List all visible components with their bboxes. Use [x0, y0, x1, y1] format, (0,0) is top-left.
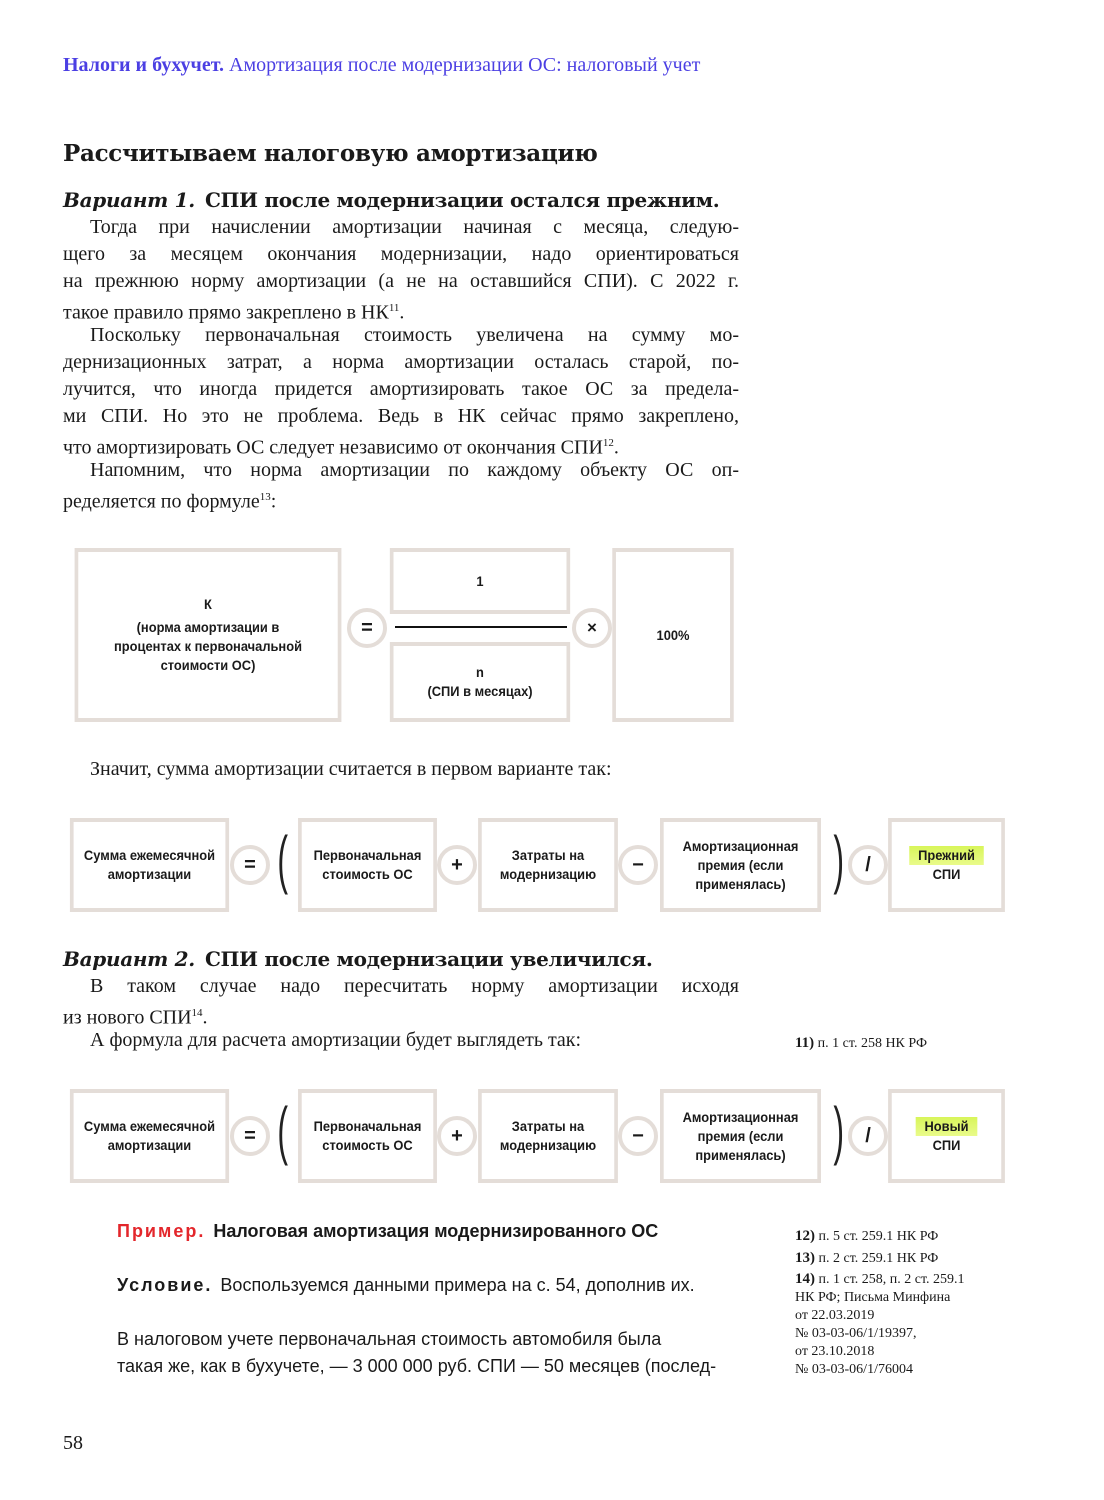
amortization-formula-1 [0, 818, 1104, 912]
example-condition [117, 1272, 695, 1299]
page-number: 58 [63, 1432, 83, 1454]
n-symbol: n [476, 664, 484, 680]
equals-sign: = [230, 845, 270, 885]
text-line: что амортизировать ОС следует независимо от окончания СПИ$^{12}$. [63, 436, 619, 459]
variant2-title: СПИ после модернизации увеличился. [204, 947, 653, 971]
text-line: такое правило прямо закреплено в НК$^{11}$. [63, 301, 405, 324]
variant2-heading [63, 947, 653, 971]
k-description: (норма амортизации в процентах к первоначальной стоимости ОС) [114, 619, 302, 673]
numerator-box: 1 [390, 548, 570, 614]
equals-sign: = [230, 1116, 270, 1156]
text-line: В таком случае надо пересчитать норму амортизации исходя [90, 975, 739, 997]
text-line: из нового СПИ$^{14}$. [63, 1006, 208, 1029]
k-symbol: К [204, 596, 212, 612]
fn-num: 13) [795, 1250, 815, 1266]
footnote-13 [795, 1249, 938, 1268]
fn-text: п. 2 ст. 259.1 НК РФ [818, 1251, 939, 1266]
example-title: Налоговая амортизация модернизированного ОС [213, 1221, 659, 1241]
formula-k-box [75, 548, 342, 722]
fn-num: 11) [795, 1035, 815, 1051]
fn-text: п. 1 ст. 258 НК РФ [817, 1036, 927, 1051]
spi-box [888, 1089, 1005, 1183]
variant1-heading [63, 188, 719, 212]
footnote-11 [795, 1034, 927, 1053]
modernization-costs-box: Затраты на модернизацию [478, 1089, 618, 1183]
condition-text: Воспользуемся данными примера на с. 54, дополнив их. [220, 1275, 695, 1295]
open-paren: ( [277, 1094, 288, 1166]
fraction-line [395, 626, 567, 628]
header-section: Налоги и бухучет. [63, 54, 225, 76]
footnote-ref[interactable]: 12 [602, 437, 614, 449]
text: такое правило прямо закреплено в НК [63, 301, 389, 324]
bonus-box: Амортизационная премия (если применялась) [660, 818, 821, 912]
fn-num: 14) [795, 1271, 815, 1287]
text-line: щего за месяцем окончания модернизации, надо ориентироваться [63, 243, 739, 265]
close-paren: ) [833, 823, 844, 895]
text-line: ми СПИ. Но это не проблема. Ведь в НК сейчас прямо закреплено, [63, 405, 739, 427]
text: что амортизировать ОС следует независимо от окончания СПИ [63, 436, 603, 459]
initial-cost-box: Первоначальная стоимость ОС [298, 818, 437, 912]
times-sign: × [572, 608, 612, 648]
minus-sign: − [618, 1116, 658, 1156]
close-paren: ) [833, 1094, 844, 1166]
spi-label: СПИ [932, 1137, 961, 1153]
spi-highlight: Новый [915, 1117, 977, 1136]
result-box: Сумма ежемесячной амортизации [70, 818, 229, 912]
example-text-line: такая же, как в бухучете, — 3 000 000 руб. СПИ — 50 месяцев (послед- [117, 1356, 717, 1376]
example-label: Пример. [117, 1221, 206, 1241]
result-box: Сумма ежемесячной амортизации [70, 1089, 229, 1183]
section-heading: Рассчитываем налоговую амортизацию [63, 140, 598, 167]
header-title: Амортизация после модернизации ОС: налоговый учет [229, 54, 701, 76]
fn-text: № 03-03-06/1/76004 [795, 1362, 913, 1377]
variant2-label: Вариант 2. [63, 947, 195, 971]
text-line: лучится, что иногда придется амортизировать такое ОС за предела- [63, 378, 739, 400]
open-paren: ( [277, 823, 288, 895]
footnote-ref[interactable]: 13 [259, 491, 271, 503]
plus-sign: + [437, 1116, 477, 1156]
spi-highlight: Прежний [909, 846, 984, 865]
spi-label: СПИ [932, 866, 961, 882]
footnote-14 [795, 1270, 965, 1379]
divide-sign: / [848, 845, 888, 885]
variant1-label: Вариант 1. [63, 188, 195, 212]
text-line: Напомним, что норма амортизации по каждому объекту ОС оп- [90, 459, 739, 481]
fn-text: от 22.03.2019 [795, 1308, 875, 1323]
fn-text: п. 5 ст. 259.1 НК РФ [818, 1229, 939, 1244]
example-heading [117, 1218, 658, 1245]
modernization-costs-box: Затраты на модернизацию [478, 818, 618, 912]
example-text-line: В налоговом учете первоначальная стоимость автомобиля была [117, 1329, 662, 1349]
text-line: Тогда при начислении амортизации начиная с месяца, следую- [90, 216, 739, 238]
bonus-box: Амортизационная премия (если применялась) [660, 1089, 821, 1183]
variant1-title: СПИ после модернизации остался прежним. [204, 188, 720, 212]
footnote-ref[interactable]: 14 [191, 1007, 203, 1019]
text-line: Значит, сумма амортизации считается в первом варианте так: [90, 758, 612, 780]
footnote-12 [795, 1227, 938, 1246]
condition-label: Условие. [117, 1275, 213, 1295]
equals-sign: = [347, 608, 387, 648]
fn-text: № 03-03-06/1/19397, [795, 1326, 917, 1341]
running-header [63, 54, 700, 77]
fn-text: п. 1 ст. 258, п. 2 ст. 259.1 [818, 1272, 965, 1287]
fn-text: от 23.10.2018 [795, 1344, 875, 1359]
divide-sign: / [848, 1116, 888, 1156]
footnote-ref[interactable]: 11 [388, 302, 400, 314]
text-line: Поскольку первоначальная стоимость увеличена на сумму мо- [90, 324, 739, 346]
fn-num: 12) [795, 1228, 815, 1244]
text-line: А формула для расчета амортизации будет выглядеть так: [90, 1029, 582, 1051]
text-line: на прежнюю норму амортизации (а не на оставшийся СПИ). С 2022 г. [63, 270, 739, 292]
text-line: ределяется по формуле$^{13}$: [63, 490, 277, 513]
text-line: дернизационных затрат, а норма амортизации осталась старой, по- [63, 351, 739, 373]
n-description: (СПИ в месяцах) [427, 683, 533, 699]
minus-sign: − [618, 845, 658, 885]
percent-box: 100% [612, 548, 733, 722]
initial-cost-box: Первоначальная стоимость ОС [298, 1089, 437, 1183]
text: ределяется по формуле [63, 490, 260, 513]
fn-text: НК РФ; Письма Минфина [795, 1290, 951, 1305]
plus-sign: + [437, 845, 477, 885]
spi-box [888, 818, 1005, 912]
amortization-formula-2 [0, 1089, 1104, 1183]
denominator-box [390, 642, 570, 722]
text: из нового СПИ [63, 1006, 192, 1029]
